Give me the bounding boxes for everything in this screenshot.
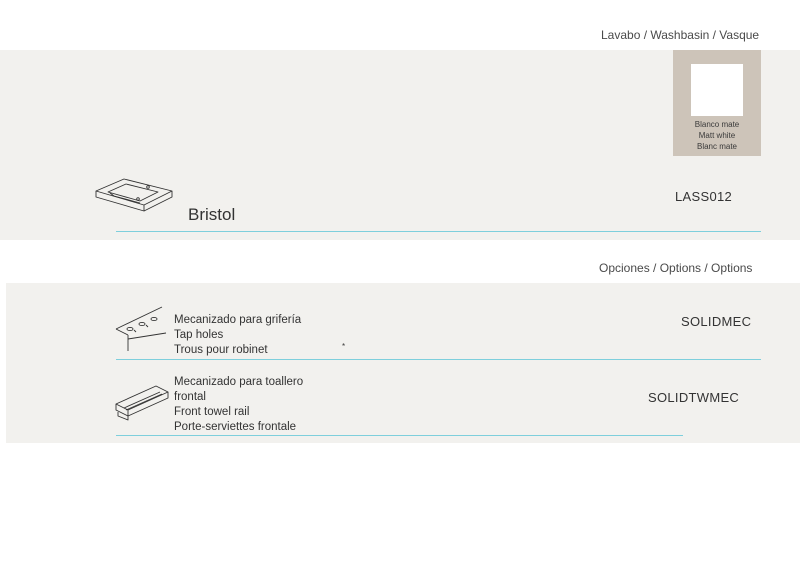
finish-label-es: Blanco mate xyxy=(694,120,740,129)
section-header-options: Opciones / Options / Options xyxy=(599,261,753,275)
option-towel-rail-line-es-1: Mecanizado para toallero xyxy=(174,376,304,388)
finish-swatch xyxy=(673,50,761,156)
washbasin-outline-icon xyxy=(94,177,174,213)
tap-holes-outline-icon xyxy=(114,305,168,351)
option-tap-holes-line-en: Tap holes xyxy=(174,329,224,341)
option-tap-holes-mark: * xyxy=(342,342,346,351)
product-code: LASS012 xyxy=(675,189,733,204)
option-tap-holes-line-fr: Trous pour robinet xyxy=(174,344,268,356)
section-header-washbasin: Lavabo / Washbasin / Vasque xyxy=(601,28,760,42)
option-towel-rail-description xyxy=(174,375,303,435)
option-towel-rail-line-en: Front towel rail xyxy=(174,406,250,418)
option-towel-rail-line-es-2: frontal xyxy=(174,391,206,403)
option-tap-holes-description xyxy=(174,313,301,358)
option-towel-rail-code: SOLIDTWMEC xyxy=(648,390,740,405)
option-tap-holes-code: SOLIDMEC xyxy=(681,314,752,329)
option-tap-holes-divider xyxy=(116,359,761,360)
towel-rail-outline-icon xyxy=(114,382,170,422)
option-towel-rail-line-fr: Porte-serviettes frontale xyxy=(174,421,297,433)
product-divider xyxy=(116,231,761,232)
finish-color-sample xyxy=(691,64,743,116)
option-towel-rail-divider xyxy=(116,435,683,436)
option-tap-holes-line-es: Mecanizado para grifería xyxy=(174,314,302,326)
finish-label-en: Matt white xyxy=(698,131,736,140)
product-name: Bristol xyxy=(188,205,236,224)
finish-label-fr: Blanc mate xyxy=(696,142,738,151)
